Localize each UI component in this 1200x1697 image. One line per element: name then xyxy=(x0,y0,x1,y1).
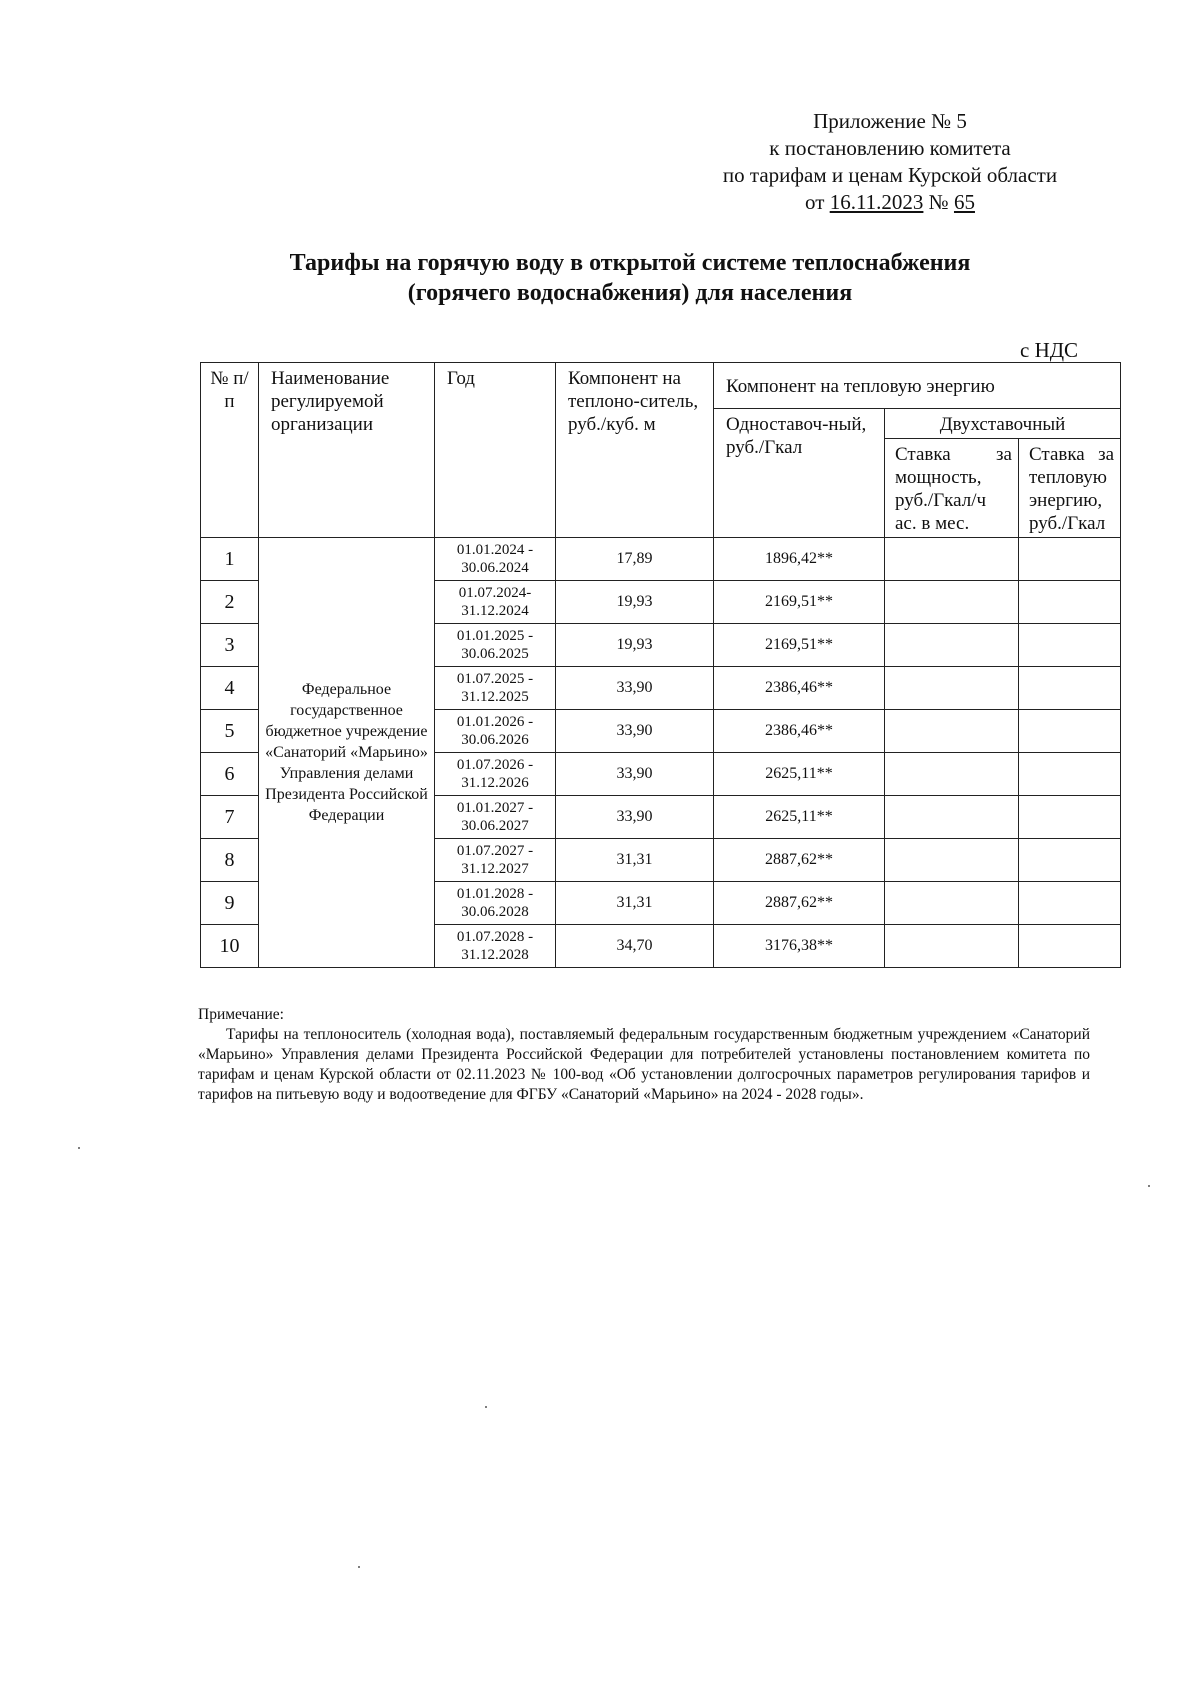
single-rate-value: 2887,62** xyxy=(714,882,885,925)
period-start: 01.07.2026 - xyxy=(456,757,534,773)
period-end: 31.12.2026 xyxy=(461,775,529,791)
period-end: 30.06.2026 xyxy=(461,732,529,748)
organization-name: Федеральное государственное бюджетное учреждение «Санаторий «Марьино» Управления делами Президента Российской Федерации xyxy=(259,538,435,968)
carrier-value: 33,90 xyxy=(556,796,714,839)
appendix-title: Приложение № 5 xyxy=(813,109,967,133)
energy-rate-value xyxy=(1019,925,1121,968)
energy-rate-value xyxy=(1019,796,1121,839)
period-end: 31.12.2025 xyxy=(461,689,529,705)
document-title xyxy=(180,248,1080,308)
capacity-rate-value xyxy=(885,624,1019,667)
header-single: Одноставоч-ный, руб./Гкал xyxy=(714,409,885,538)
capacity-rate-value xyxy=(885,839,1019,882)
single-rate-value: 3176,38** xyxy=(714,925,885,968)
appendix-line-2: к постановлению комитета xyxy=(769,136,1011,160)
row-number: 6 xyxy=(201,753,259,796)
period-cell xyxy=(435,624,556,667)
scan-speck xyxy=(78,1147,80,1149)
single-rate-value: 2169,51** xyxy=(714,581,885,624)
period-end: 31.12.2028 xyxy=(461,947,529,963)
period-cell xyxy=(435,882,556,925)
document-title-line-2: (горячего водоснабжения) для населения xyxy=(407,280,853,306)
period-cell xyxy=(435,796,556,839)
period-cell xyxy=(435,925,556,968)
single-rate-value: 2386,46** xyxy=(714,667,885,710)
single-rate-value: 2169,51** xyxy=(714,624,885,667)
energy-rate-value xyxy=(1019,882,1121,925)
scan-speck xyxy=(358,1566,360,1568)
period-start: 01.01.2027 - xyxy=(456,800,534,816)
period-cell xyxy=(435,839,556,882)
period-cell xyxy=(435,581,556,624)
carrier-value: 31,31 xyxy=(556,839,714,882)
carrier-value: 17,89 xyxy=(556,538,714,581)
document-title-line-1: Тарифы на горячую воду в открытой системе теплоснабжения xyxy=(289,250,971,276)
capacity-rate-value xyxy=(885,796,1019,839)
appendix-line-3: по тарифам и ценам Курской области xyxy=(722,163,1058,187)
capacity-rate-value xyxy=(885,667,1019,710)
period-start: 01.07.2027 - xyxy=(456,843,534,859)
period-start: 01.01.2028 - xyxy=(456,886,534,902)
single-rate-value: 2625,11** xyxy=(714,753,885,796)
note-block xyxy=(198,1005,1090,1105)
vat-note: с НДС xyxy=(1020,338,1079,362)
scan-speck xyxy=(485,1406,487,1408)
header-heat: Компонент на тепловую энергию xyxy=(714,363,1121,409)
carrier-value: 19,93 xyxy=(556,581,714,624)
capacity-rate-value xyxy=(885,581,1019,624)
energy-rate-value xyxy=(1019,581,1121,624)
note-title: Примечание: xyxy=(198,1006,284,1023)
period-cell xyxy=(435,753,556,796)
carrier-value: 19,93 xyxy=(556,624,714,667)
tariff-table xyxy=(200,362,1121,968)
appendix-date: 16.11.2023 xyxy=(829,190,924,214)
table-row xyxy=(201,538,1121,581)
energy-rate-value xyxy=(1019,710,1121,753)
energy-rate-value xyxy=(1019,839,1121,882)
single-rate-value: 2386,46** xyxy=(714,710,885,753)
energy-rate-value xyxy=(1019,538,1121,581)
header-energy-rate: Ставка за тепловую энергию, руб./Гкал xyxy=(1019,439,1121,538)
appendix-number-prefix: № xyxy=(923,190,954,214)
period-end: 30.06.2027 xyxy=(461,818,529,834)
period-cell xyxy=(435,667,556,710)
carrier-value: 33,90 xyxy=(556,753,714,796)
capacity-rate-value xyxy=(885,882,1019,925)
period-start: 01.01.2026 - xyxy=(456,714,534,730)
period-start: 01.01.2024 - xyxy=(456,542,534,558)
period-end: 30.06.2024 xyxy=(461,560,529,576)
scan-speck xyxy=(1148,1185,1150,1187)
row-number: 1 xyxy=(201,538,259,581)
period-start: 01.07.2025 - xyxy=(456,671,534,687)
appendix-date-line xyxy=(680,189,1100,216)
appendix-number: 65 xyxy=(953,190,975,214)
header-capacity-rate: Ставка за мощность, руб./Гкал/ч ас. в мес. xyxy=(885,439,1019,538)
carrier-value: 33,90 xyxy=(556,667,714,710)
row-number: 2 xyxy=(201,581,259,624)
note-text: Тарифы на теплоноситель (холодная вода), поставляемый федеральным государственным бюджетным учреждением «Санаторий «Марьино» Управления делами Президента Российской Федерации для потребителей установлены постановлением комитета по тарифам и ценам Курской области от 02.11.2023 № 100-вод «Об установлении долгосрочных параметров регулирования тарифов и тарифов на питьевую воду и водоотведение для ФГБУ «Санаторий «Марьино» на 2024 - 2028 годы». xyxy=(198,1026,1090,1103)
energy-rate-value xyxy=(1019,753,1121,796)
period-end: 30.06.2025 xyxy=(461,646,529,662)
energy-rate-value xyxy=(1019,624,1121,667)
single-rate-value: 2625,11** xyxy=(714,796,885,839)
row-number: 7 xyxy=(201,796,259,839)
header-two-part: Двухставочный xyxy=(885,409,1121,439)
carrier-value: 34,70 xyxy=(556,925,714,968)
carrier-value: 31,31 xyxy=(556,882,714,925)
carrier-value: 33,90 xyxy=(556,710,714,753)
capacity-rate-value xyxy=(885,925,1019,968)
period-end: 31.12.2027 xyxy=(461,861,529,877)
period-cell xyxy=(435,710,556,753)
period-end: 31.12.2024 xyxy=(461,603,529,619)
period-cell xyxy=(435,538,556,581)
appendix-block xyxy=(680,108,1100,216)
period-start: 01.07.2028 - xyxy=(456,929,534,945)
row-number: 8 xyxy=(201,839,259,882)
row-number: 3 xyxy=(201,624,259,667)
row-number: 9 xyxy=(201,882,259,925)
row-number: 4 xyxy=(201,667,259,710)
period-start: 01.07.2024- xyxy=(458,585,532,601)
row-number: 10 xyxy=(201,925,259,968)
period-start: 01.01.2025 - xyxy=(456,628,534,644)
period-end: 30.06.2028 xyxy=(461,904,529,920)
energy-rate-value xyxy=(1019,667,1121,710)
header-carrier: Компонент на теплоно-ситель, руб./куб. м xyxy=(556,363,714,538)
row-number: 5 xyxy=(201,710,259,753)
capacity-rate-value xyxy=(885,538,1019,581)
capacity-rate-value xyxy=(885,710,1019,753)
header-org: Наименование регулируемой организации xyxy=(259,363,435,538)
capacity-rate-value xyxy=(885,753,1019,796)
header-num: № п/п xyxy=(201,363,259,538)
header-year: Год xyxy=(435,363,556,538)
single-rate-value: 1896,42** xyxy=(714,538,885,581)
appendix-date-prefix: от xyxy=(805,190,830,214)
single-rate-value: 2887,62** xyxy=(714,839,885,882)
